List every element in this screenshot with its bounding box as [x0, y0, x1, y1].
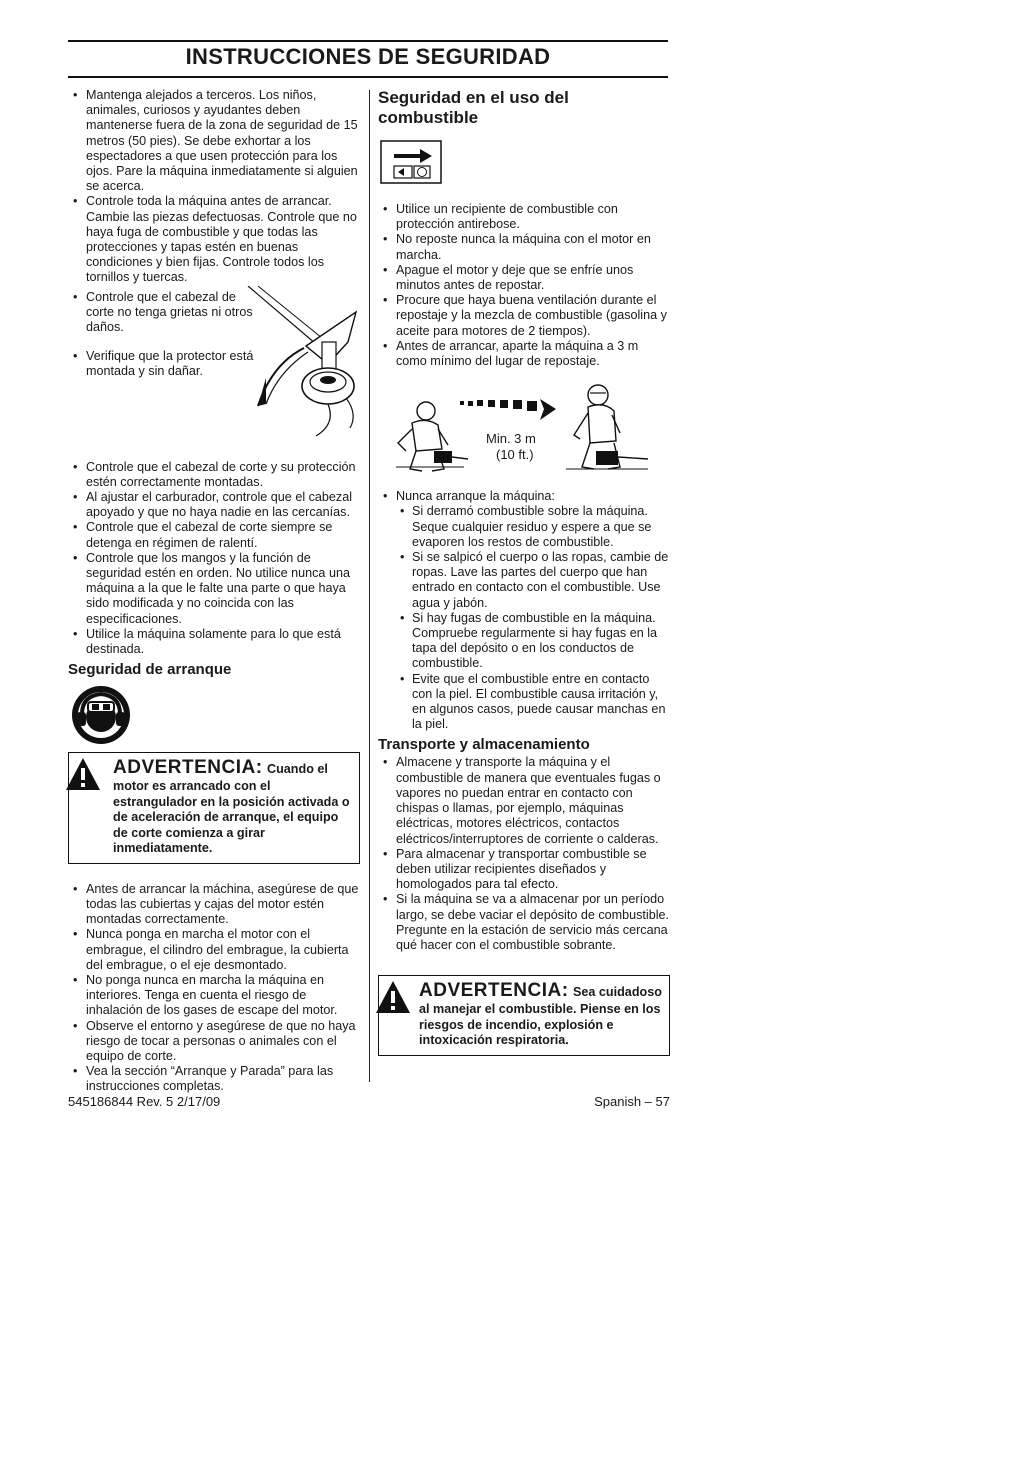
never-start-label: Nunca arranque la máquina:: [396, 489, 555, 504]
sub-list-item: • Si se salpicó el cuerpo o las ropas, cambie de ropas. Lave las partes del cuerpo que han entrado en contacto con el combustible. Use agua y jabón.: [396, 550, 670, 611]
sub-list-item: • Evite que el combustible entre en contacto con la piel. El combustible causa irritación y, en algunos casos, puede causar manchas en la piel.: [396, 672, 670, 733]
left-column: [68, 88, 360, 1095]
sub-list-item: • Si derramó combustible sobre la máquina. Seque cualquier residuo y espere a que se evaporen los restos de combustible.: [396, 504, 670, 550]
fuel-warning-box: [378, 975, 670, 1056]
warning-lead: Sea cuidadoso: [573, 985, 662, 1000]
mid-bullet-list: [68, 460, 360, 658]
start-warning-box: [68, 752, 360, 864]
warning-triangle-icon: [65, 757, 101, 791]
list-item: • Controle que el cabezal de corte siempre se detenga en régimen de ralentí.: [68, 520, 360, 550]
distance-label-imperial: (10 ft.): [496, 447, 534, 463]
right-column: [378, 88, 670, 1056]
trimmer-head-figure-row: [68, 290, 360, 448]
starting-person-illustration: [560, 383, 650, 475]
refuel-distance-figure: [378, 383, 670, 487]
top-bullet-list: [68, 88, 360, 286]
transport-heading: Transporte y almacenamiento: [378, 736, 590, 754]
list-item: • No reposte nunca la máquina con el motor en marcha.: [378, 232, 670, 262]
list-item: • Controle que los mangos y la función de seguridad estén en orden. No utilice nunca una máquina a la que le falte una parte o que haya sido modificada y no coincida con las especificaciones.: [68, 551, 360, 627]
title-rule-bottom: [68, 76, 668, 78]
bottom-bullet-list: [68, 882, 360, 1095]
list-item: • Utilice la máquina solamente para lo que está destinada.: [68, 627, 360, 657]
never-start-sub-list: [396, 504, 670, 732]
refueling-person-illustration: [392, 399, 468, 475]
list-item: • Verifique que la protector está montada y sin dañar.: [68, 349, 254, 379]
list-item: • Vea la sección “Arranque y Parada” para las instrucciones completas.: [68, 1064, 360, 1094]
list-item: • Nunca ponga en marcha el motor con el embrague, el cilindro del embrague, la cubierta del embrague, o el eje desmontado.: [68, 927, 360, 973]
trimmer-head-illustration: [244, 286, 362, 446]
list-item: • Controle toda la máquina antes de arrancar. Cambie las piezas defectuosas. Controle que no haya fuga de combustible y que todas las protecciones y tapas estén en buenas condiciones y bien fijas. Controle todos los tornillos y tuercas.: [68, 194, 360, 285]
list-item: • Observe el entorno y asegúrese de que no haya riesgo de tocar a personas o animales con el equipo de corte.: [68, 1019, 360, 1065]
list-item: • Si la máquina se va a almacenar por un período largo, se debe vaciar el depósito de combustible. Pregunte en la estación de servicio más cercana qué hacer con el combustible sobrante.: [378, 892, 670, 953]
page-number: Spanish – 57: [594, 1094, 670, 1109]
list-item: • Controle que el cabezal de corte no tenga grietas ni otros daños.: [68, 290, 254, 336]
fuel-safety-heading: Seguridad en el uso del combustible: [378, 88, 569, 127]
list-item: • Para almacenar y transportar combustible se deben utilizar recipientes diseñados y homologados para tal efecto.: [378, 847, 670, 893]
warning-lead: Cuando el: [267, 762, 328, 777]
warning-text: al manejar el combustible. Piense en los riesgos de incendio, explosión e intoxicación respiratoria.: [419, 1002, 661, 1048]
list-item: • No ponga nunca en marcha la máquina en interiores. Tenga en cuenta el riesgo de inhalación de los gases de escape del motor.: [68, 973, 360, 1019]
list-item: • Al ajustar el carburador, controle que el cabezal apoyado y que no haya nadie en las cercanías.: [68, 490, 360, 520]
sub-list-item: • Si hay fugas de combustible en la máquina. Compruebe regularmente si hay fugas en la tapa del depósito o en los conductos de combustible.: [396, 611, 670, 672]
hearing-protection-icon: [70, 684, 132, 746]
list-item: • Almacene y transporte la máquina y el combustible de manera que eventuales fugas o vapores no puedan entrar en contacto con chispas o llamas, por ejemplo, máquinas eléctricas, motores eléctricos, contactos eléctricos/interruptores de corriente o calderas.: [378, 755, 670, 846]
fuel-bullet-list: [378, 202, 670, 369]
warning-triangle-icon: [375, 980, 411, 1014]
list-item: • Antes de arrancar, aparte la máquina a 3 m como mínimo del lugar de repostaje.: [378, 339, 670, 369]
distance-label: Min. 3 m: [486, 431, 536, 447]
list-item: • Antes de arrancar la máchina, asegúrese de que todas las cubiertas y cajas del motor estén montadas correctamente.: [68, 882, 360, 928]
column-divider: [369, 90, 370, 1082]
document-number: 545186844 Rev. 5 2/17/09: [68, 1094, 221, 1109]
warning-text: motor es arrancado con el estrangulador en la posición activada o de aceleración de arranque, el equipo de corte comienza a girar inmediatamente.: [113, 779, 350, 856]
start-safety-heading: Seguridad de arranque: [68, 661, 232, 679]
transport-bullet-list: [378, 755, 670, 953]
warning-label: ADVERTENCIA:: [113, 757, 263, 779]
warning-label: ADVERTENCIA:: [419, 980, 569, 1002]
title-rule-top: [68, 40, 668, 42]
fuel-pump-engine-off-icon: [380, 140, 442, 184]
list-item: • Apague el motor y deje que se enfríe unos minutos antes de repostar.: [378, 263, 670, 293]
page-title: INSTRUCCIONES DE SEGURIDAD: [185, 44, 551, 69]
list-item: • Procure que haya buena ventilación durante el repostaje y la mezcla de combustible (gasolina y aceite para motores de 2 tiempos).: [378, 293, 670, 339]
list-item: • Mantenga alejados a terceros. Los niños, animales, curiosos y ayudantes deben mantenerse fuera de la zona de seguridad de 15 metros (50 pies). Se debe exhortar a los espectadores a que usen protección para los ojos. Pare la máquina inmediatamente si alguien se acerca.: [68, 88, 360, 194]
list-item: • Utilice un recipiente de combustible con protección antirebose.: [378, 202, 670, 232]
never-start-list: [378, 489, 670, 732]
list-item: • Controle que el cabezal de corte y su protección estén correctamente montadas.: [68, 460, 360, 490]
list-item: [378, 489, 670, 732]
